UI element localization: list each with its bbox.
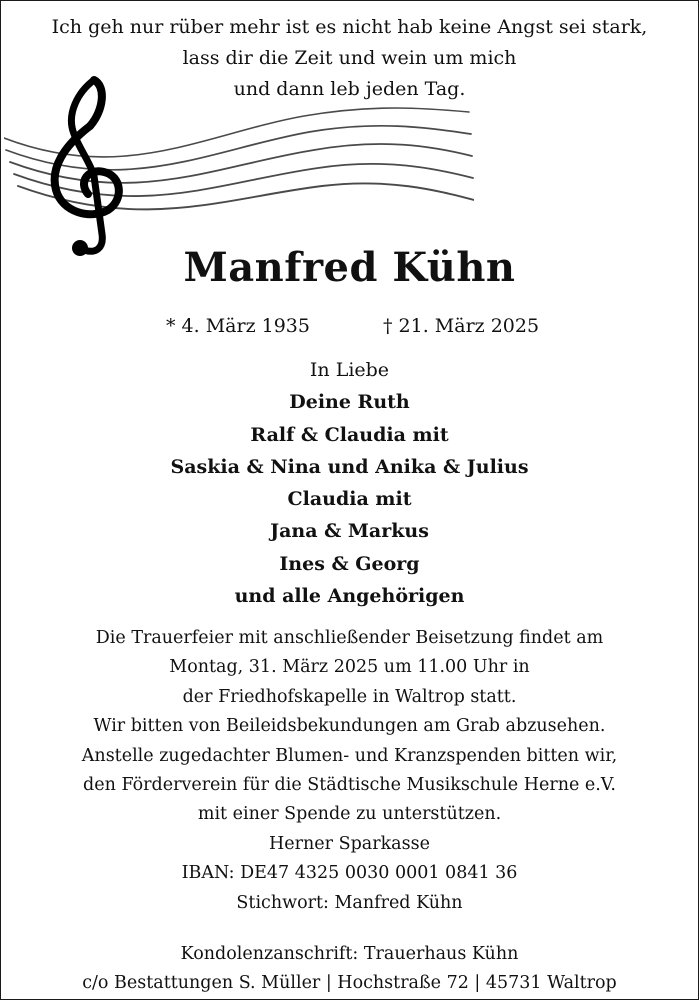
- poem-line: und dann leb jeden Tag.: [233, 78, 466, 100]
- family-member: Jana & Markus: [270, 520, 429, 543]
- address-line: c/o Bestattungen S. Müller | Hochstraße 72 | 45731 Waltrop: [82, 973, 617, 993]
- iban: IBAN: DE47 4325 0030 0001 0841 36: [181, 863, 518, 884]
- details-line: der Friedhofskapelle in Waltrop statt.: [182, 686, 517, 707]
- details-line: Wir bitten von Beileidsbekundungen am Grab abzusehen.: [93, 716, 606, 737]
- death-date: † 21. März 2025: [383, 315, 540, 337]
- funeral-details: [0, 624, 699, 918]
- poem-line: lass dir die Zeit und wein um mich: [182, 47, 517, 69]
- family-member: Ines & Georg: [279, 552, 420, 575]
- poem-line: Ich geh nur rüber mehr ist es nicht hab keine Angst sei stark,: [51, 16, 648, 38]
- family-member: Deine Ruth: [289, 391, 410, 414]
- family-member: Claudia mit: [287, 488, 412, 511]
- details-line: Die Trauerfeier mit anschließender Beisetzung findet am: [95, 628, 604, 648]
- keyword: Stichwort: Manfred Kühn: [236, 892, 463, 913]
- family-list: [0, 354, 699, 612]
- details-line: mit einer Spende zu unterstützen.: [197, 804, 502, 825]
- family-member: Saskia & Nina und Anika & Julius: [170, 455, 529, 478]
- family-member: und alle Angehörigen: [234, 585, 465, 608]
- details-line: Montag, 31. März 2025 um 11.00 Uhr in: [169, 657, 530, 678]
- birth-date: * 4. März 1935: [166, 315, 310, 337]
- address-line: Kondolenzanschrift: Trauerhaus Kühn: [180, 944, 519, 964]
- condolence-address: [0, 940, 699, 998]
- bank-name: Herner Sparkasse: [269, 833, 430, 854]
- details-line: Anstelle zugedachter Blumen- und Kranzspenden bitten wir,: [81, 745, 618, 766]
- family-intro: In Liebe: [309, 359, 390, 381]
- details-line: den Förderverein für die Städtische Musikschule Herne e.V.: [83, 775, 616, 796]
- deceased-name: Manfred Kühn: [183, 244, 516, 291]
- family-member: Ralf & Claudia mit: [250, 423, 449, 446]
